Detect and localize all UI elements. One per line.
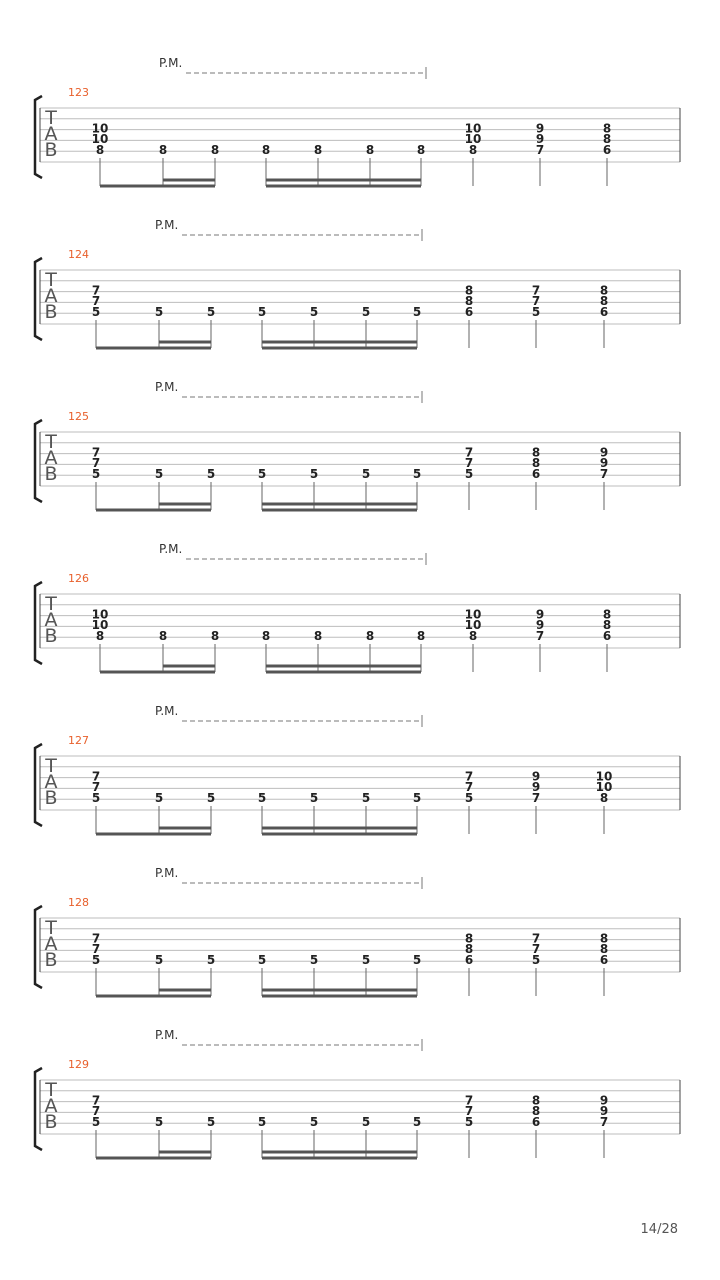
palm-mute-label: P.M. (155, 704, 179, 718)
fret-number: 5 (361, 1114, 371, 1129)
measure-number: 128 (68, 896, 89, 909)
fret-number: 8 (464, 283, 474, 298)
fret-number: 10 (91, 132, 109, 147)
fret-number: 5 (154, 1114, 164, 1129)
fret-number: 8 (599, 283, 609, 298)
fret-number: 10 (464, 121, 482, 136)
fret-number: 5 (309, 952, 319, 967)
tab-clef-letter: T (45, 107, 57, 129)
fret-number: 8 (468, 142, 478, 157)
fret-number: 8 (531, 456, 541, 471)
palm-mute-label: P.M. (155, 1028, 179, 1042)
fret-number: 7 (91, 769, 101, 784)
fret-number: 5 (91, 1114, 101, 1129)
fret-number: 5 (361, 304, 371, 319)
fret-number: 5 (206, 790, 216, 805)
fret-number: 7 (599, 466, 609, 481)
fret-number: 9 (599, 1104, 609, 1119)
fret-number: 7 (91, 294, 101, 309)
tab-clef-letter: A (44, 1095, 58, 1117)
fret-number: 8 (158, 142, 168, 157)
tab-clef-letter: T (45, 755, 57, 777)
fret-number: 8 (261, 142, 271, 157)
measure-number: 124 (68, 248, 89, 261)
fret-number: 7 (91, 942, 101, 957)
fret-number: 6 (602, 628, 612, 643)
tab-clef-letter: A (44, 285, 58, 307)
fret-number: 8 (210, 142, 220, 157)
tab-system (35, 56, 680, 186)
measure-number: 126 (68, 572, 89, 585)
fret-number: 5 (154, 952, 164, 967)
fret-number: 5 (309, 466, 319, 481)
fret-number: 5 (91, 466, 101, 481)
fret-number: 5 (412, 304, 422, 319)
fret-number: 8 (531, 1093, 541, 1108)
fret-number: 5 (309, 1114, 319, 1129)
fret-number: 5 (154, 790, 164, 805)
tab-clef-letter: B (44, 625, 58, 647)
fret-number: 5 (257, 790, 267, 805)
fret-number: 6 (531, 466, 541, 481)
fret-number: 8 (95, 142, 105, 157)
fret-number: 7 (599, 1114, 609, 1129)
fret-number: 7 (91, 445, 101, 460)
fret-number: 5 (206, 466, 216, 481)
tab-clef-letter: B (44, 301, 58, 323)
fret-number: 7 (531, 283, 541, 298)
fret-number: 5 (361, 466, 371, 481)
fret-number: 5 (531, 304, 541, 319)
fret-number: 10 (464, 618, 482, 633)
fret-number: 8 (464, 931, 474, 946)
tab-clef-letter: A (44, 123, 58, 145)
tab-system (35, 380, 680, 510)
fret-number: 9 (599, 456, 609, 471)
fret-number: 8 (261, 628, 271, 643)
tab-system (35, 704, 680, 834)
fret-number: 7 (464, 780, 474, 795)
fret-number: 6 (602, 142, 612, 157)
tab-clef-letter: B (44, 1111, 58, 1133)
palm-mute-label: P.M. (155, 380, 179, 394)
fret-number: 10 (91, 121, 109, 136)
fret-number: 10 (595, 780, 613, 795)
palm-mute-label: P.M. (155, 866, 179, 880)
palm-mute-label: P.M. (155, 218, 179, 232)
fret-number: 7 (535, 628, 545, 643)
page-number: 14/28 (640, 1222, 678, 1237)
fret-number: 8 (464, 294, 474, 309)
fret-number: 9 (535, 132, 545, 147)
tab-clef-letter: T (45, 431, 57, 453)
fret-number: 7 (464, 769, 474, 784)
fret-number: 10 (464, 607, 482, 622)
fret-number: 5 (361, 952, 371, 967)
fret-number: 9 (599, 445, 609, 460)
fret-number: 8 (531, 445, 541, 460)
measure-number: 129 (68, 1058, 89, 1071)
tab-clef-letter: A (44, 609, 58, 631)
fret-number: 7 (464, 445, 474, 460)
fret-number: 5 (91, 790, 101, 805)
fret-number: 9 (531, 769, 541, 784)
fret-number: 8 (599, 942, 609, 957)
fret-number: 8 (365, 628, 375, 643)
tab-system (35, 866, 680, 996)
tab-clef-letter: T (45, 269, 57, 291)
tab-clef-letter: B (44, 139, 58, 161)
fret-number: 8 (210, 628, 220, 643)
tab-clef-letter: T (45, 917, 57, 939)
fret-number: 6 (531, 1114, 541, 1129)
fret-number: 9 (535, 618, 545, 633)
fret-number: 7 (464, 1093, 474, 1108)
fret-number: 9 (531, 780, 541, 795)
fret-number: 9 (535, 607, 545, 622)
tab-clef-letter: A (44, 771, 58, 793)
fret-number: 8 (599, 294, 609, 309)
fret-number: 5 (91, 952, 101, 967)
fret-number: 7 (91, 456, 101, 471)
fret-number: 5 (412, 466, 422, 481)
fret-number: 8 (313, 142, 323, 157)
measure-number: 123 (68, 86, 89, 99)
tab-system (35, 218, 680, 348)
fret-number: 5 (464, 1114, 474, 1129)
fret-number: 8 (602, 618, 612, 633)
fret-number: 7 (91, 283, 101, 298)
fret-number: 8 (602, 607, 612, 622)
fret-number: 6 (599, 304, 609, 319)
fret-number: 8 (365, 142, 375, 157)
fret-number: 7 (531, 790, 541, 805)
fret-number: 5 (257, 304, 267, 319)
fret-number: 10 (91, 607, 109, 622)
fret-number: 8 (313, 628, 323, 643)
fret-number: 8 (158, 628, 168, 643)
fret-number: 8 (602, 121, 612, 136)
fret-number: 7 (531, 294, 541, 309)
tab-clef-letter: A (44, 933, 58, 955)
fret-number: 7 (531, 942, 541, 957)
fret-number: 6 (599, 952, 609, 967)
fret-number: 5 (361, 790, 371, 805)
fret-number: 8 (416, 628, 426, 643)
fret-number: 7 (91, 931, 101, 946)
fret-number: 5 (154, 304, 164, 319)
palm-mute-label: P.M. (159, 542, 183, 556)
fret-number: 8 (602, 132, 612, 147)
fret-number: 5 (412, 790, 422, 805)
fret-number: 8 (464, 942, 474, 957)
fret-number: 7 (535, 142, 545, 157)
fret-number: 8 (468, 628, 478, 643)
fret-number: 7 (531, 931, 541, 946)
tab-clef-letter: T (45, 1079, 57, 1101)
fret-number: 10 (91, 618, 109, 633)
fret-number: 6 (464, 952, 474, 967)
fret-number: 5 (412, 1114, 422, 1129)
tab-clef-letter: B (44, 463, 58, 485)
fret-number: 7 (91, 1104, 101, 1119)
fret-number: 5 (257, 466, 267, 481)
fret-number: 8 (599, 790, 609, 805)
tab-clef-letter: A (44, 447, 58, 469)
measure-number: 125 (68, 410, 89, 423)
fret-number: 8 (95, 628, 105, 643)
tab-clef-letter: T (45, 593, 57, 615)
fret-number: 8 (531, 1104, 541, 1119)
fret-number: 7 (464, 1104, 474, 1119)
fret-number: 8 (599, 931, 609, 946)
fret-number: 5 (464, 466, 474, 481)
tab-system (35, 1028, 680, 1158)
palm-mute-label: P.M. (159, 56, 183, 70)
fret-number: 5 (206, 1114, 216, 1129)
measure-number: 127 (68, 734, 89, 747)
fret-number: 5 (309, 790, 319, 805)
fret-number: 5 (464, 790, 474, 805)
fret-number: 5 (206, 952, 216, 967)
fret-number: 5 (206, 304, 216, 319)
fret-number: 9 (599, 1093, 609, 1108)
fret-number: 5 (531, 952, 541, 967)
fret-number: 8 (416, 142, 426, 157)
tab-clef-letter: B (44, 949, 58, 971)
fret-number: 5 (154, 466, 164, 481)
fret-number: 6 (464, 304, 474, 319)
fret-number: 5 (309, 304, 319, 319)
fret-number: 5 (257, 1114, 267, 1129)
fret-number: 7 (91, 780, 101, 795)
fret-number: 7 (464, 456, 474, 471)
tab-system (35, 542, 680, 672)
fret-number: 5 (257, 952, 267, 967)
fret-number: 7 (91, 1093, 101, 1108)
tab-clef-letter: B (44, 787, 58, 809)
fret-number: 10 (464, 132, 482, 147)
fret-number: 5 (91, 304, 101, 319)
fret-number: 5 (412, 952, 422, 967)
fret-number: 10 (595, 769, 613, 784)
fret-number: 9 (535, 121, 545, 136)
